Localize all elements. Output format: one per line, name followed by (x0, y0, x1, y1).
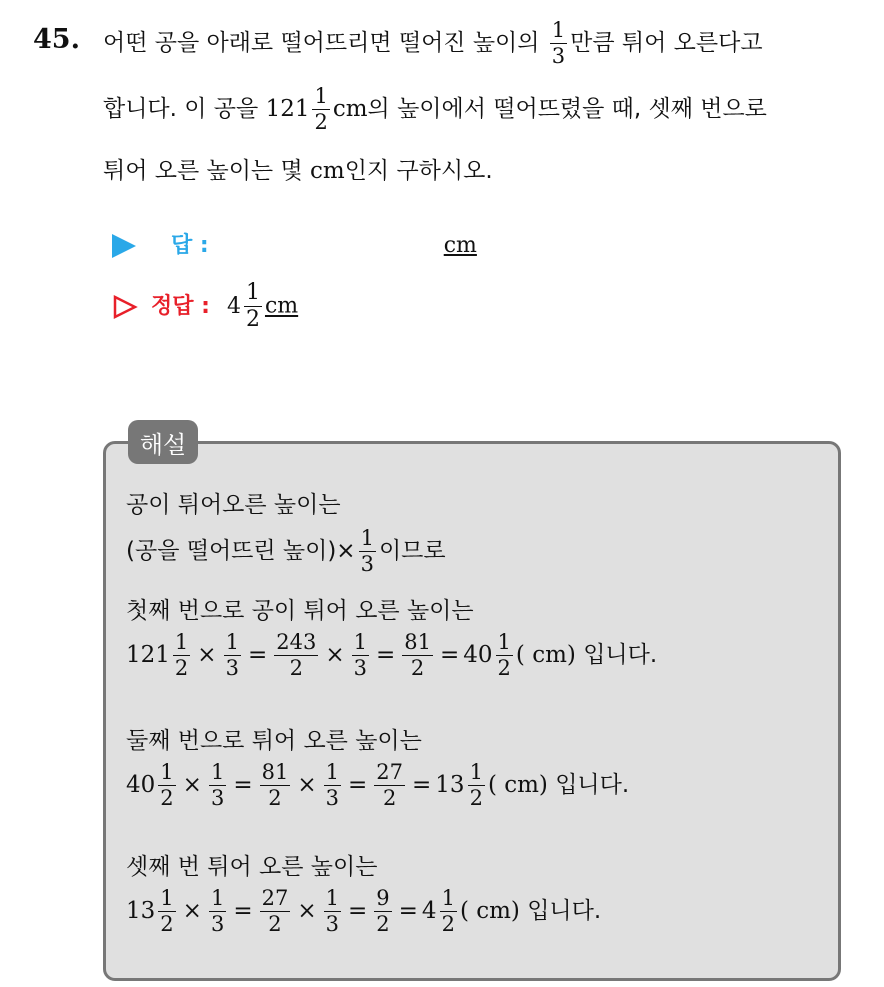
answer-unit[interactable]: cm (443, 233, 477, 258)
question-number: 45. (33, 24, 80, 55)
fraction: $\frac{1}{3}$ (360, 526, 374, 576)
solution-line: 첫째 번으로 공이 튀어 오른 높이는 (126, 598, 474, 624)
correct-answer-unit: cm (264, 293, 299, 319)
fraction: $\frac{1}{2}$ (245, 280, 260, 332)
outline-triangle-icon (112, 294, 138, 320)
question-line-2: 합니다. 이 공을 121 $\frac{1}{2}$ cm의 높이에서 떨어뜨렸을 때, 셋째 번으로 (103, 84, 767, 134)
equation-3: 13 $\frac{1}{2}$ × $\frac{1}{3}$ = $\frac{27}{2}$ × $\frac{1}{3}$ = $\frac{9}{2}$ = 4 $\frac{1}{2}$ ( cm) 입니다. (126, 886, 602, 936)
answer-row (112, 228, 477, 259)
equation-2: 40 $\frac{1}{2}$ × $\frac{1}{3}$ = $\frac{81}{2}$ × $\frac{1}{3}$ = $\frac{27}{2}$ = 13 $\frac{1}{2}$ ( cm) 입니다. (126, 760, 630, 810)
equation-1: 121 $\frac{1}{2}$ × $\frac{1}{3}$ = $\frac{243}{2}$ × $\frac{1}{3}$ = $\frac{81}{2}$ = 40 $\frac{1}{2}$ ( cm) 입니다. (126, 630, 658, 680)
solution-box (103, 441, 841, 981)
solution-line: (공을 떨어뜨린 높이)× $\frac{1}{3}$ 이므로 (126, 526, 446, 576)
solution-tab: 해설 (128, 420, 198, 464)
play-triangle-icon (112, 234, 136, 258)
fraction: $\frac{1}{3}$ (551, 18, 566, 68)
question-line-1: 어떤 공을 아래로 떨어뜨리면 떨어진 높이의 $\frac{1}{3}$ 만큼 튀어 오른다고 (103, 18, 763, 68)
correct-answer-row (112, 282, 298, 331)
correct-answer-whole: 4 (226, 293, 241, 319)
solution-line: 둘째 번으로 튀어 오른 높이는 (126, 728, 422, 754)
question-line-3: 튀어 오른 높이는 몇 cm인지 구하시오. (103, 158, 493, 184)
correct-answer-label: 정답 : (151, 293, 210, 319)
fraction: $\frac{1}{2}$ (314, 84, 328, 134)
solution-line: 공이 튀어오른 높이는 (126, 492, 341, 518)
solution-line: 셋째 번 튀어 오른 높이는 (126, 854, 378, 880)
answer-label: 답 : (171, 233, 209, 258)
